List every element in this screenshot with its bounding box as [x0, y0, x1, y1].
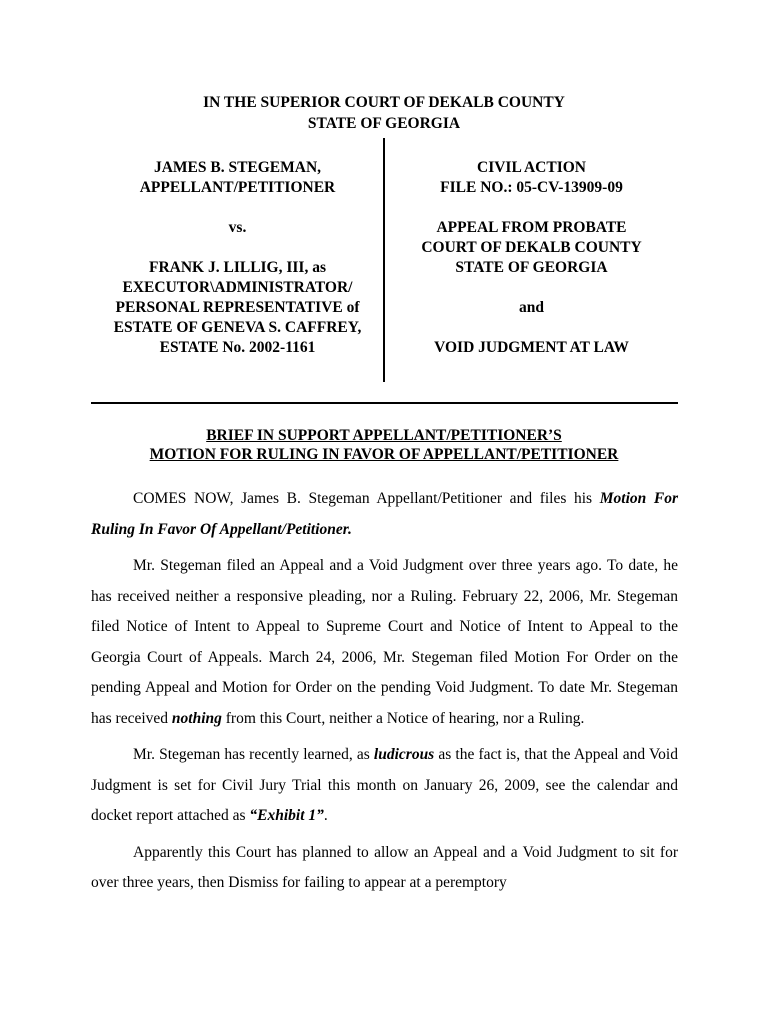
paragraph-1-text: COMES NOW, James B. Stegeman Appellant/Petitioner and files his — [133, 490, 600, 507]
estate-number: ESTATE No. 2002-1161 — [159, 339, 316, 356]
brief-title-line-1: BRIEF IN SUPPORT APPELLANT/PETITIONER’S — [206, 427, 562, 444]
respondent-line-4: ESTATE OF GENEVA S. CAFFREY, — [113, 319, 362, 336]
civil-action-label: CIVIL ACTION — [477, 159, 586, 176]
file-number: FILE NO.: 05-CV-13909-09 — [440, 179, 623, 196]
respondent-line-1: FRANK J. LILLIG, III, as — [149, 259, 326, 276]
void-judgment-label: VOID JUDGMENT AT LAW — [434, 339, 629, 356]
paragraph-2-text-end: from this Court, neither a Notice of hearing, nor a Ruling. — [221, 709, 585, 727]
paragraph-4: Apparently this Court has planned to allow an Appeal and a Void Judgment to sit for over three years, then Dismiss for failing to appear at a peremptory — [91, 843, 678, 891]
caption-case-info — [385, 158, 678, 358]
paragraph-3-text-mid: as the fact is, that the Appeal and Void Judgment is set for Civil Jury Trial this month on January 26, 2009, see the calendar and docket report attached as — [91, 746, 678, 824]
motion-title-emphasis: Motion For Ruling In Favor Of Appellant/Petitioner. — [91, 490, 678, 538]
brief-body — [91, 484, 678, 899]
versus-label: vs. — [228, 219, 247, 236]
appeal-from-line-2: COURT OF DEKALB COUNTY — [421, 239, 642, 256]
paragraph-3-text: Mr. Stegeman has recently learned, as — [133, 746, 374, 763]
brief-title — [0, 426, 768, 464]
appeal-from-line-1: APPEAL FROM PROBATE — [436, 219, 627, 236]
ludicrous-emphasis: ludicrous — [373, 746, 435, 763]
appellant-name: JAMES B. STEGEMAN, — [153, 159, 322, 176]
respondent-line-2: EXECUTOR\ADMINISTRATOR/ — [122, 279, 353, 296]
court-state: STATE OF GEORGIA — [307, 115, 461, 132]
appeal-from-line-3: STATE OF GEORGIA — [455, 259, 608, 276]
paragraph-2-text: Mr. Stegeman filed an Appeal and a Void Judgment over three years ago. To date, he has received neither a responsive pleading, nor a Ruling. February 22, 2006, Mr. Stegeman filed Notice of Intent to Appeal to Supreme Court and Notice of Intent to Appeal to the Georgia Court of Appeals. March 24, 2006, Mr. Stegeman filed Motion For Order on the pending Appeal and Motion for Order on the pending Void Judgment. To date Mr. Stegeman has received — [91, 557, 678, 727]
brief-title-line-2: MOTION FOR RULING IN FAVOR OF APPELLANT/PETITIONER — [149, 446, 619, 463]
exhibit-reference: “Exhibit 1” — [249, 807, 324, 824]
caption-rule — [91, 402, 678, 404]
paragraph-3-text-end: . — [323, 807, 328, 824]
appellant-role: APPELLANT/PETITIONER — [139, 179, 336, 196]
court-heading — [0, 92, 768, 134]
respondent-line-3: PERSONAL REPRESENTATIVE of — [115, 299, 360, 316]
paragraph-1 — [91, 484, 678, 545]
caption-parties — [91, 158, 384, 358]
case-caption — [91, 138, 678, 382]
nothing-emphasis: nothing — [171, 709, 222, 727]
paragraph-2 — [91, 551, 678, 734]
and-label: and — [519, 299, 544, 316]
court-name: IN THE SUPERIOR COURT OF DEKALB COUNTY — [203, 94, 565, 111]
paragraph-3 — [91, 740, 678, 832]
